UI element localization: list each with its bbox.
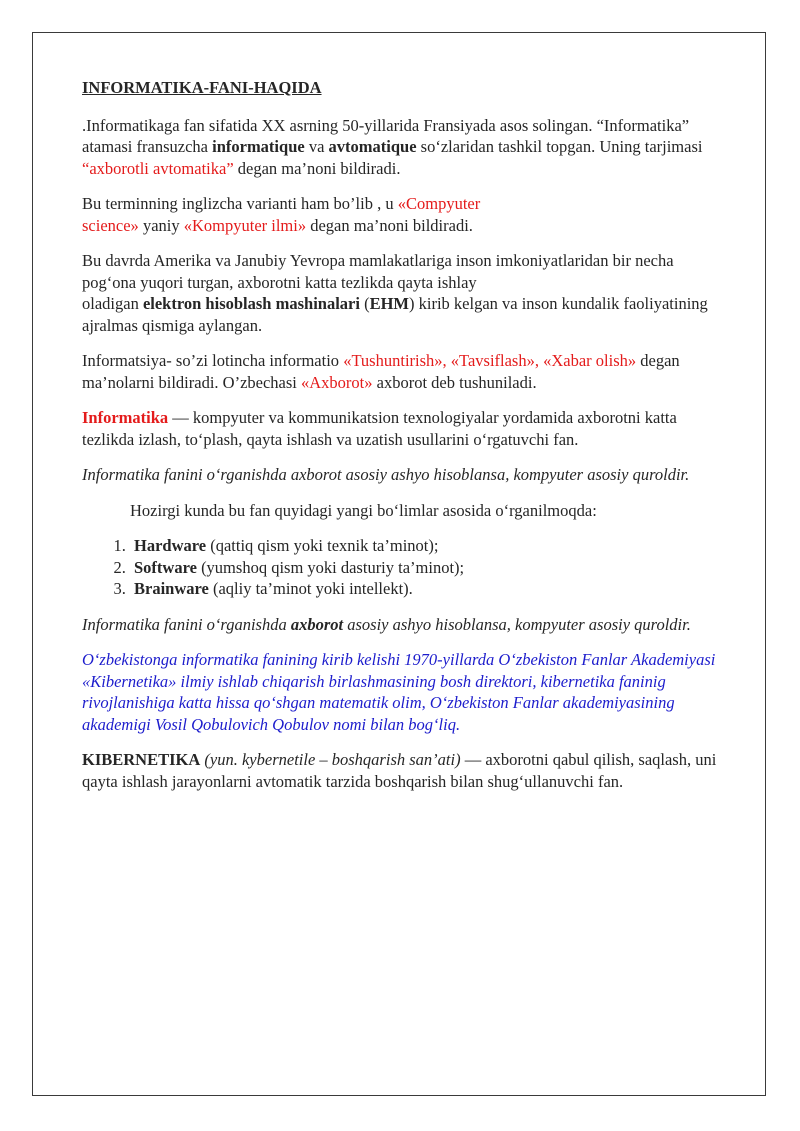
sections-list — [82, 535, 722, 600]
highlight-computer: «Compyuter — [397, 194, 481, 213]
list-item-text: (aqliy ta’minot yoki intellekt). — [208, 579, 413, 598]
text: .Informatikaga fan sifatida XX asrning 50-yillarida Fransiyada asos solingan. “Informatika” atamasi fransuzcha — [82, 115, 690, 156]
text: degan ma’noni bildiradi. — [233, 158, 401, 178]
term-ehm: EHM — [369, 294, 409, 313]
list-item — [130, 578, 722, 600]
paragraph-latin-origin — [82, 350, 722, 393]
list-item — [130, 535, 722, 557]
term-informatika: Informatika — [82, 408, 169, 427]
text: oladigan — [82, 294, 143, 313]
paragraph-uzbekistan-history: O‘zbekistonga informatika fanining kirib kelishi 1970-yillarda O‘zbekiston Fanlar Akademiyasi «Kibernetika» ilmiy ishlab chiqarish birlashmasining bosh direktori, kibernetika faninig rivojlanishiga katta hissa qo‘shgan matematik olim, O‘zbekiston Fanlar akademiyasining akademigi Vosil Qobulovich Qobulov nomi bilan bog‘liq. — [82, 650, 716, 734]
etymology: (yun. kybernetile – boshqarish san’ati) — [200, 750, 461, 769]
text: asosiy ashyo hisoblansa, kompyuter asosiy quroldir. — [343, 614, 691, 634]
paragraph-definition — [82, 407, 722, 450]
text: — axborotni qabul qilish, saqlash, uni qayta ishlash jarayonlarni avtomatik tarzida boshqarish bilan shug‘ullanuvchi fan. — [82, 750, 717, 791]
term-ehm-full: elektron hisoblash mashinalari — [142, 294, 360, 313]
text: Informatika fanini o‘rganishda — [82, 614, 291, 634]
text: so‘zlaridan tashkil topgan. Uning tarjimasi — [416, 137, 703, 156]
term-avtomatique: avtomatique — [328, 137, 417, 156]
text: axborot deb tushuniladi. — [372, 372, 537, 392]
text: Bu terminning inglizcha varianti ham bo’lib , u — [82, 194, 398, 213]
paragraph-english-variant — [82, 193, 722, 236]
document-body — [82, 77, 722, 806]
paragraph-italic-note-2 — [82, 614, 722, 636]
paragraph-origin — [82, 115, 722, 180]
list-item — [130, 557, 722, 579]
paragraph-sections-intro: Hozirgi kunda bu fan quyidagi yangi bo‘limlar asosida o‘rganilmoqda: — [130, 500, 597, 520]
highlight-science: science» — [82, 215, 139, 235]
list-item-term: Hardware — [134, 536, 207, 555]
paragraph-ehm — [82, 250, 722, 336]
text: degan ma’nolarni bildiradi. O’zbechasi — [82, 351, 680, 392]
text: ) kirib kelgan va inson kundalik faoliyatining ajralmas qismiga aylangan. — [82, 294, 708, 335]
highlight-axborot: «Axborot» — [301, 372, 373, 392]
text: — kompyuter va kommunikatsion texnologiyalar yordamida axborotni katta tezlikda izlash, to‘plash, qayta ishlash va uzatish usullarini o‘rgatuvchi fan. — [82, 408, 677, 449]
list-item-text: (yumshoq qism yoki dasturiy ta’minot); — [196, 557, 465, 577]
highlight-latin-meanings: «Tushuntirish», «Tavsiflash», «Xabar olish» — [343, 351, 637, 370]
text: ( — [359, 294, 370, 313]
list-item-term: Brainware — [134, 579, 209, 598]
term-kibernetika: KIBERNETIKA — [82, 750, 201, 769]
list-item-text: (qattiq qism yoki texnik ta’minot); — [206, 536, 439, 555]
text: degan ma’noni bildiradi. — [306, 215, 473, 235]
text: va — [304, 137, 329, 156]
document-title: INFORMATIKA-FANI-HAQIDA — [82, 78, 322, 97]
term-axborot: axborot — [290, 614, 344, 634]
list-item-term: Software — [134, 557, 197, 577]
highlight-kompyuter-ilmi: «Kompyuter ilmi» — [183, 215, 307, 235]
term-informatique: informatique — [212, 137, 305, 156]
highlight-translation: “axborotli avtomatika” — [82, 158, 234, 178]
text: Bu davrda Amerika va Janubiy Yevropa mamlakatlariga inson imkoniyatlaridan bir necha pog‘ona yuqori turgan, axborotni katta tezlikda qayta ishlay — [82, 251, 674, 292]
paragraph-kibernetika — [82, 749, 722, 792]
paragraph-italic-note: Informatika fanini o‘rganishda axborot asosiy ashyo hisoblansa, kompyuter asosiy quroldir. — [82, 465, 690, 484]
text: yaniy — [138, 215, 184, 235]
text: Informatsiya- so’zi lotincha informatio — [82, 351, 344, 370]
